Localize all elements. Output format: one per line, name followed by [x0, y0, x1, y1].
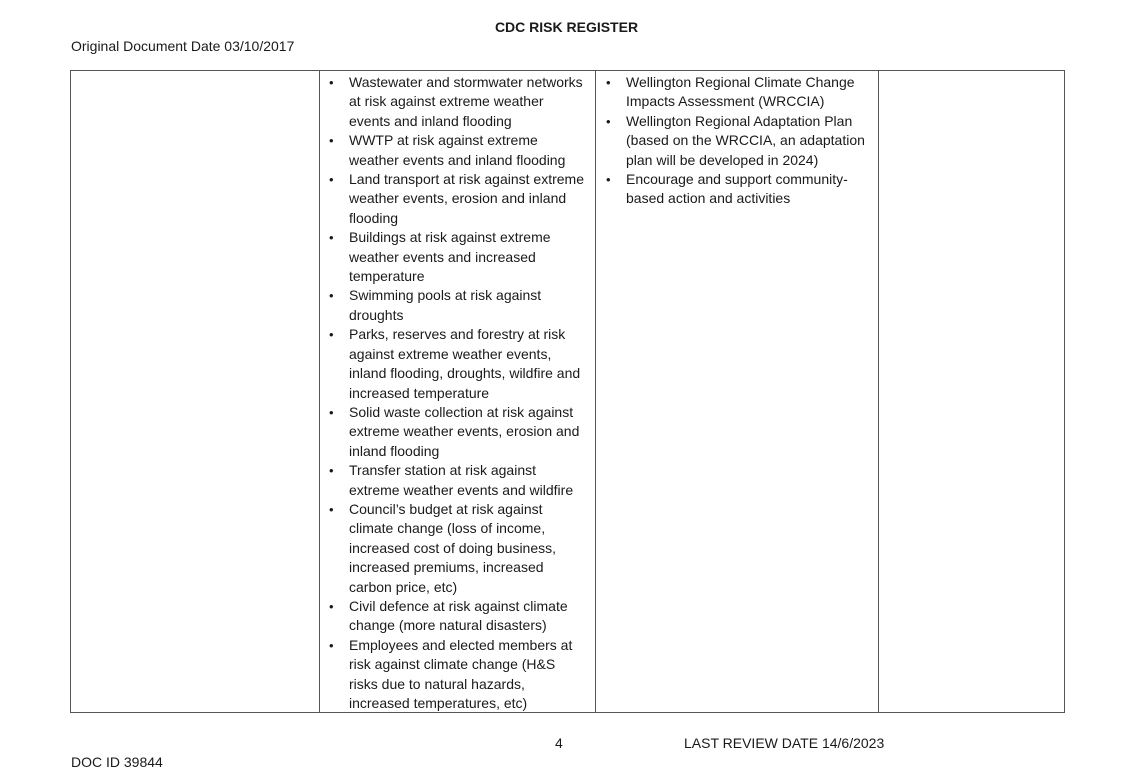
table-cell-risks: [320, 71, 596, 712]
risk-register-table: [70, 70, 1065, 713]
list-item: • Encourage and support community-based action and activities: [626, 170, 870, 209]
doc-id: DOC ID 39844: [71, 754, 163, 770]
list-item: • Wellington Regional Adaptation Plan (based on the WRCCIA, an adaptation plan will be developed in 2024): [626, 112, 870, 170]
list-item: • Civil defence at risk against climate change (more natural disasters): [349, 597, 587, 636]
list-item: • Wellington Regional Climate Change Impacts Assessment (WRCCIA): [626, 73, 870, 112]
table-cell-controls: [596, 71, 879, 712]
list-item: • Swimming pools at risk against droughts: [349, 286, 587, 325]
list-item: • Parks, reserves and forestry at risk against extreme weather events, inland flooding, droughts, wildfire and increased temperature: [349, 325, 587, 403]
list-item: • Solid waste collection at risk against extreme weather events, erosion and inland flooding: [349, 403, 587, 461]
list-item: • Employees and elected members at risk against climate change (H&S risks due to natural hazards, increased temperatures, etc): [349, 636, 587, 714]
list-item: • Land transport at risk against extreme weather events, erosion and inland flooding: [349, 170, 587, 228]
list-item: • Wastewater and stormwater networks at risk against extreme weather events and inland flooding: [349, 73, 587, 131]
page-title: CDC RISK REGISTER: [494, 19, 639, 35]
risk-list: [320, 71, 595, 713]
table-cell-empty-col1: [71, 71, 320, 712]
list-item: • WWTP at risk against extreme weather events and inland flooding: [349, 131, 587, 170]
original-document-date: Original Document Date 03/10/2017: [71, 38, 295, 54]
list-item: • Council’s budget at risk against climate change (loss of income, increased cost of doing business, increased premiums, increased carbon price, etc): [349, 500, 587, 597]
page-number: 4: [555, 735, 563, 751]
table-cell-empty-col4: [879, 71, 1064, 712]
list-item: • Transfer station at risk against extreme weather events and wildfire: [349, 461, 587, 500]
list-item: • Buildings at risk against extreme weather events and increased temperature: [349, 228, 587, 286]
controls-list: [596, 71, 878, 209]
last-review-date: LAST REVIEW DATE 14/6/2023: [684, 735, 885, 751]
